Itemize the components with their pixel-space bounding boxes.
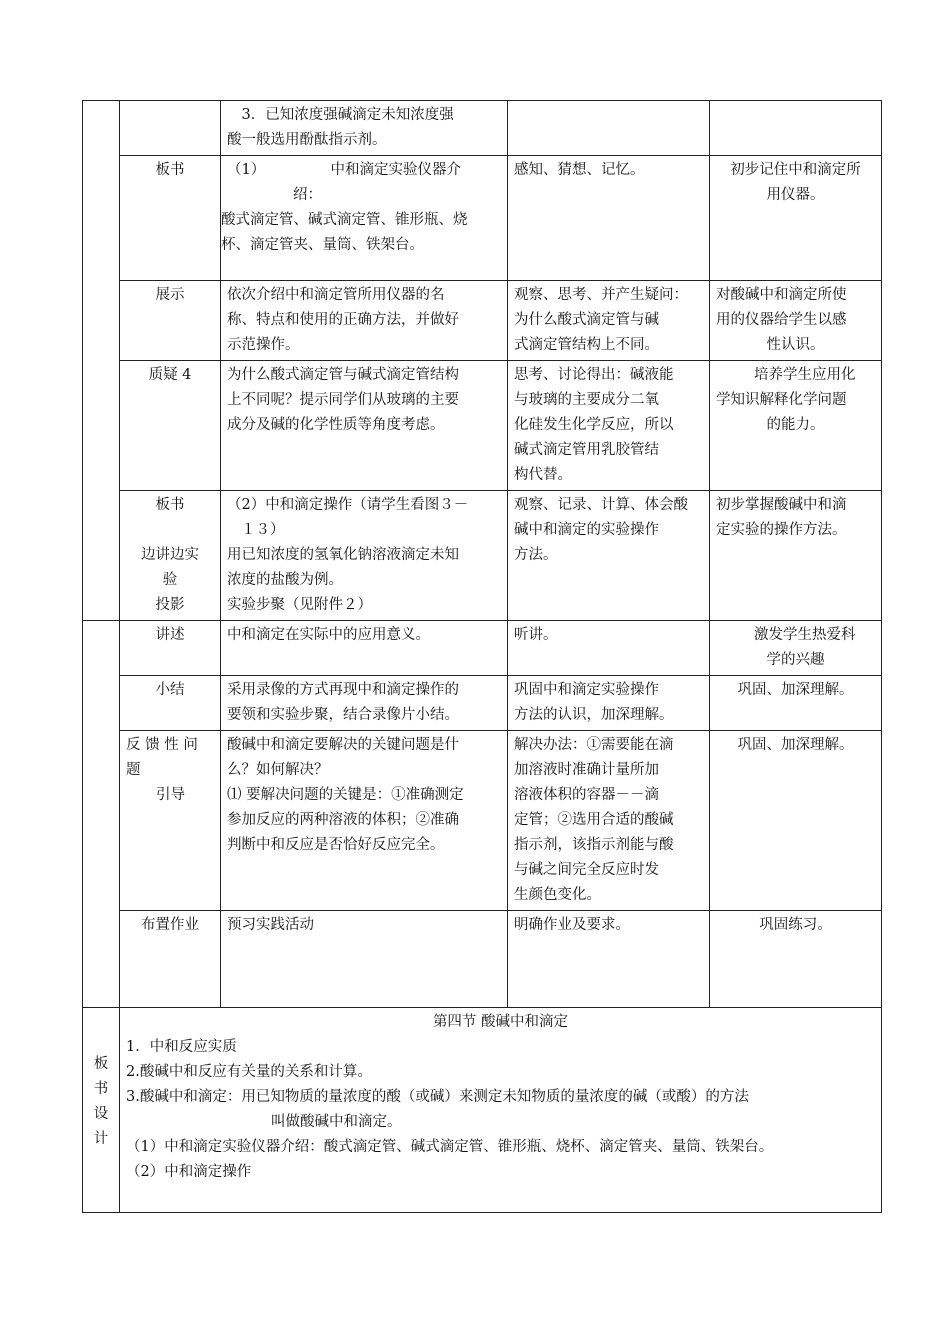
board-title: 第四节 酸碱中和滴定	[432, 1014, 569, 1030]
objective-cell: 初步掌握酸碱中和滴 定实验的操作方法。	[710, 491, 882, 621]
table-row	[83, 101, 882, 156]
step-cell: 展示	[120, 281, 221, 361]
objective-cell: 培养学生应用化 学知识解释化学问题 的能力。	[710, 361, 882, 491]
content-cell: 酸碱中和滴定要解决的关键问题是什 么？如何解决？ ⑴ 要解决问题的关键是：①准确测定 参加反应的两种溶液的体积；②准确 判断中和反应是否恰好反应完全。	[221, 731, 508, 911]
board-design-row	[83, 1008, 882, 1213]
content-cell: 预习实践活动	[221, 911, 508, 1008]
table-row	[83, 731, 882, 911]
table-row	[83, 491, 882, 621]
step-cell: 板书	[120, 156, 221, 281]
student-cell	[508, 101, 710, 156]
content-cell: 中和滴定在实际中的应用意义。	[221, 621, 508, 676]
student-cell: 听讲。	[508, 621, 710, 676]
table-row	[83, 911, 882, 1008]
content-cell: （1） 中和滴定实验仪器介 绍： 酸式滴定管、碱式滴定管、锥形瓶、烧 杯、滴定管夹、量筒、铁架台。	[221, 156, 508, 281]
content-cell: 3．已知浓度强碱滴定未知浓度强 酸一般选用酚酞指示剂。	[221, 101, 508, 156]
table-row	[83, 361, 882, 491]
objective-cell: 巩固、加深理解。	[710, 731, 882, 911]
objective-cell: 激发学生热爱科 学的兴趣	[710, 621, 882, 676]
lesson-plan-table	[82, 100, 882, 1213]
step-cell: 布置作业	[120, 911, 221, 1008]
table-row	[83, 676, 882, 731]
step-cell: 小结	[120, 676, 221, 731]
objective-cell: 巩固、加深理解。	[710, 676, 882, 731]
step-cell: 讲述	[120, 621, 221, 676]
student-cell: 感知、猜想、记忆。	[508, 156, 710, 281]
step-cell	[120, 101, 221, 156]
content-cell: （2）中和滴定操作（请学生看图３－ １３） 用已知浓度的氢氧化钠溶液滴定未知 浓度的盐酸为例。 实验步聚（见附件２）	[221, 491, 508, 621]
objective-cell: 对酸碱中和滴定所使 用的仪器给学生以感 性认识。	[710, 281, 882, 361]
student-cell: 明确作业及要求。	[508, 911, 710, 1008]
step-cell: 板书 边讲边实 验 投影	[120, 491, 221, 621]
table-row	[83, 621, 882, 676]
step-cell: 反 馈 性 问 题 引导	[120, 731, 221, 911]
step-cell: 质疑 4	[120, 361, 221, 491]
stage-cell	[83, 621, 120, 1008]
objective-cell: 初步记住中和滴定所 用仪器。	[710, 156, 882, 281]
objective-cell	[710, 101, 882, 156]
objective-cell: 巩固练习。	[710, 911, 882, 1008]
table-row	[83, 281, 882, 361]
stage-cell	[83, 101, 120, 621]
content-cell: 依次介绍中和滴定管所用仪器的名 称、特点和使用的正确方法，并做好 示范操作。	[221, 281, 508, 361]
content-cell: 采用录像的方式再现中和滴定操作的 要领和实验步聚，结合录像片小结。	[221, 676, 508, 731]
board-design-content: 第四节 酸碱中和滴定 1．中和反应实质 2.酸碱中和反应有关量的关系和计算。 3.酸碱中和滴定：用已知物质的量浓度的酸（或碱）来测定未知物质的量浓度的碱（或酸）的方法 叫做酸碱中和滴定。 （1）中和滴定实验仪器介绍：酸式滴定管、碱式滴定管、锥形瓶、烧杯、滴定管夹、量筒、铁架台。 （2）中和滴定操作	[120, 1008, 882, 1213]
board-design-label: 板 书 设 计	[83, 1008, 120, 1213]
student-cell: 思考、讨论得出：碱液能 与玻璃的主要成分二氧 化硅发生化学反应，所以 碱式滴定管用乳胶管结 构代替。	[508, 361, 710, 491]
content-cell: 为什么酸式滴定管与碱式滴定管结构 上不同呢？提示同学们从玻璃的主要 成分及碱的化学性质等角度考虑。	[221, 361, 508, 491]
table-row	[83, 156, 882, 281]
student-cell: 观察、思考、并产生疑问： 为什么酸式滴定管与碱 式滴定管结构上不同。	[508, 281, 710, 361]
student-cell: 观察、记录、计算、体会酸 碱中和滴定的实验操作 方法。	[508, 491, 710, 621]
student-cell: 巩固中和滴定实验操作 方法的认识，加深理解。	[508, 676, 710, 731]
student-cell: 解决办法：①需要能在滴 加溶液时准确计量所加 溶液体积的容器－－滴 定管；②选用合适的酸碱 指示剂，该指示剂能与酸 与碱之间完全反应时发 生颜色变化。	[508, 731, 710, 911]
